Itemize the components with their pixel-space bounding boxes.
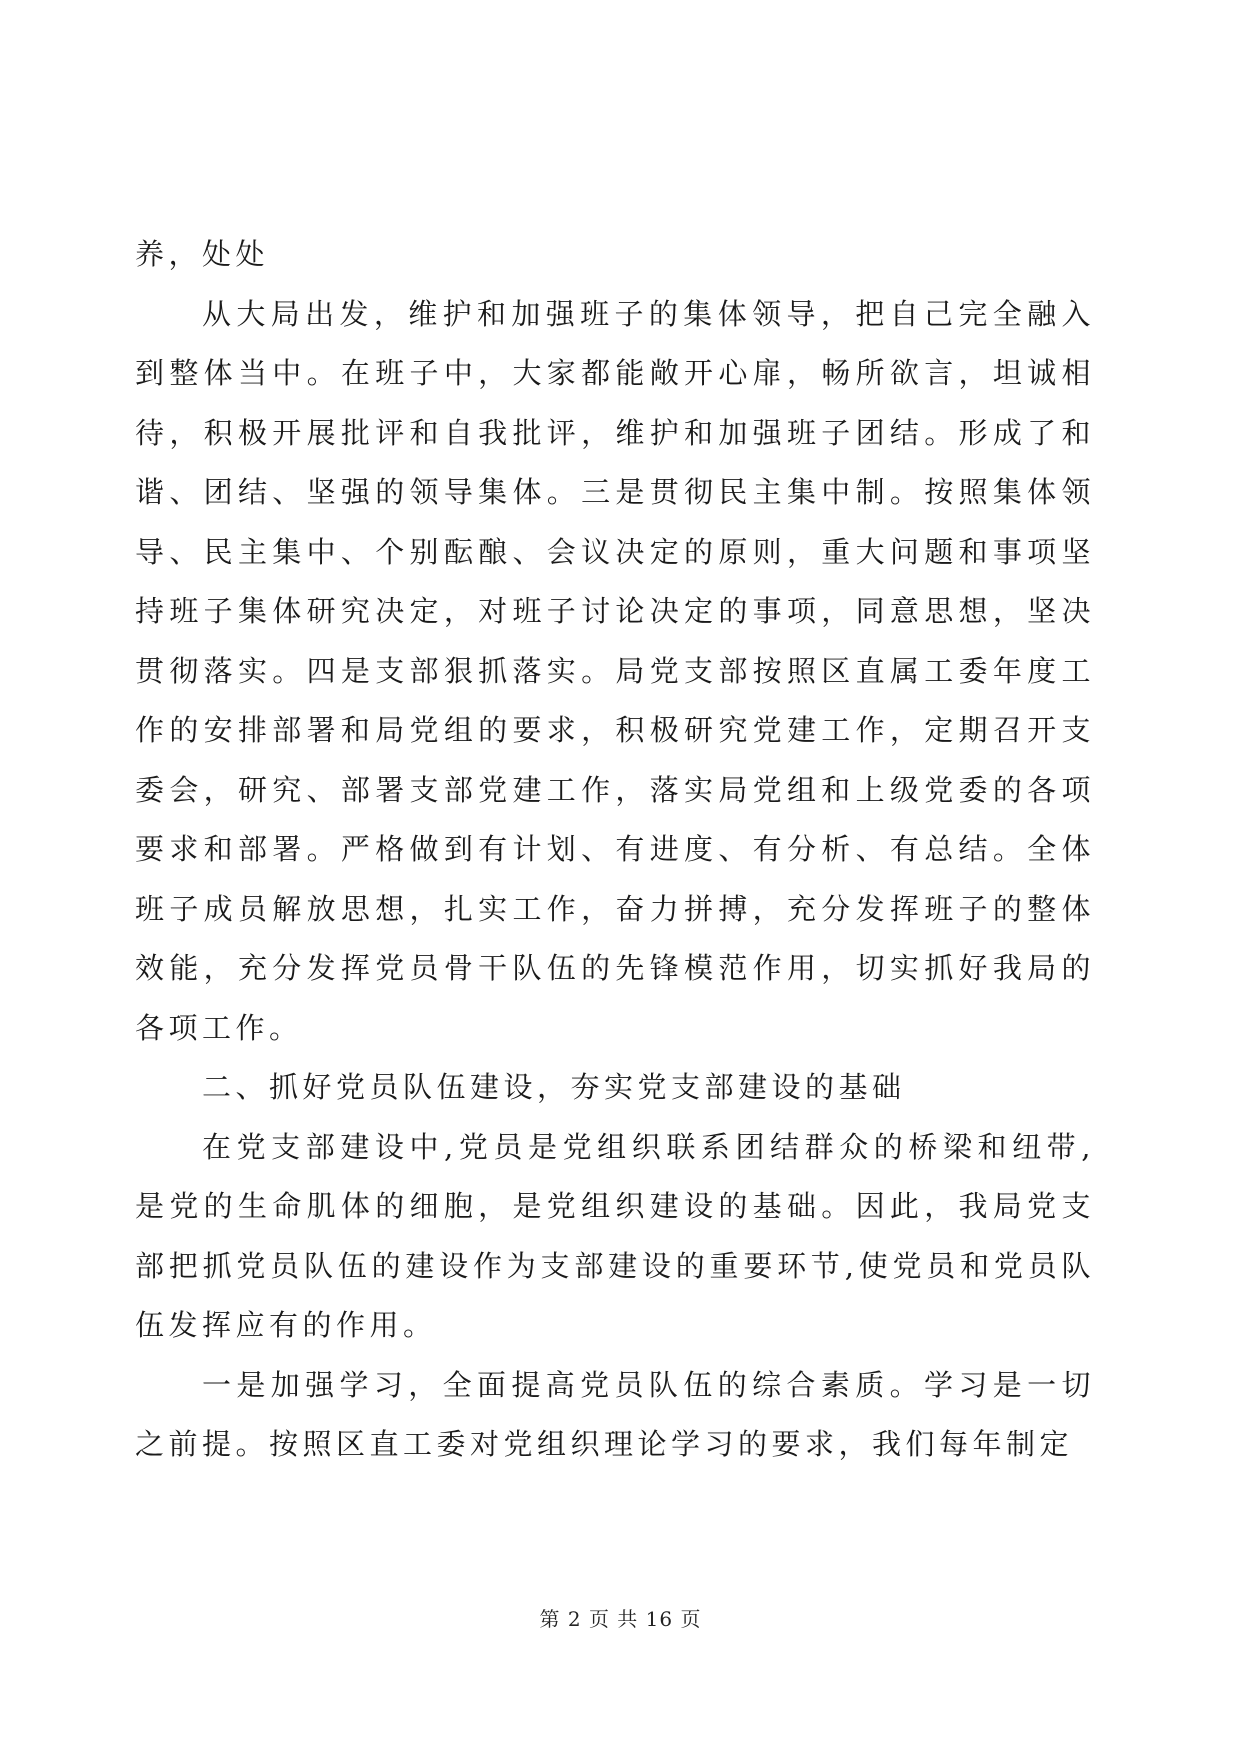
document-body bbox=[135, 225, 1095, 1475]
section-heading-2: 二、抓好党员队伍建设，夯实党支部建设的基础 bbox=[202, 1070, 906, 1104]
paragraph-2: 从大局出发，维护和加强班子的集体领导，把自己完全融入到整体当中。在班子中，大家都能敞开心扉，畅所欲言，坦诚相待，积极开展批评和自我批评，维护和加强班子团结。形成了和谐、团结、坚强的领导集体。三是贯彻民主集中制。按照集体领导、民主集中、个别酝酿、会议决定的原则，重大问题和事项坚持班子集体研究决定，对班子讨论决定的事项，同意思想，坚决贯彻落实。四是支部狠抓落实。局党支部按照区直属工委年度工作的安排部署和局党组的要求，积极研究党建工作，定期召开支委会，研究、部署支部党建工作，落实局党组和上级党委的各项要求和部署。严格做到有计划、有进度、有分析、有总结。全体班子成员解放思想，扎实工作，奋力拼搏，充分发挥班子的整体效能，充分发挥党员骨干队伍的先锋模范作用，切实抓好我局的各项工作。 bbox=[135, 296, 1095, 1045]
paragraph-3: 在党支部建设中,党员是党组织联系团结群众的桥梁和纽带,是党的生命肌体的细胞，是党组织建设的基础。因此，我局党支部把抓党员队伍的建设作为支部建设的重要环节,使党员和党员队伍发挥应有的作用。 bbox=[135, 1129, 1095, 1342]
paragraph-4: 一是加强学习，全面提高党员队伍的综合素质。学习是一切之前提。按照区直工委对党组织理论学习的要求，我们每年制定 bbox=[135, 1367, 1095, 1461]
paragraph-1: 养，处处 bbox=[135, 237, 270, 271]
page-footer: 第 2 页 共 16 页 bbox=[539, 1607, 702, 1631]
